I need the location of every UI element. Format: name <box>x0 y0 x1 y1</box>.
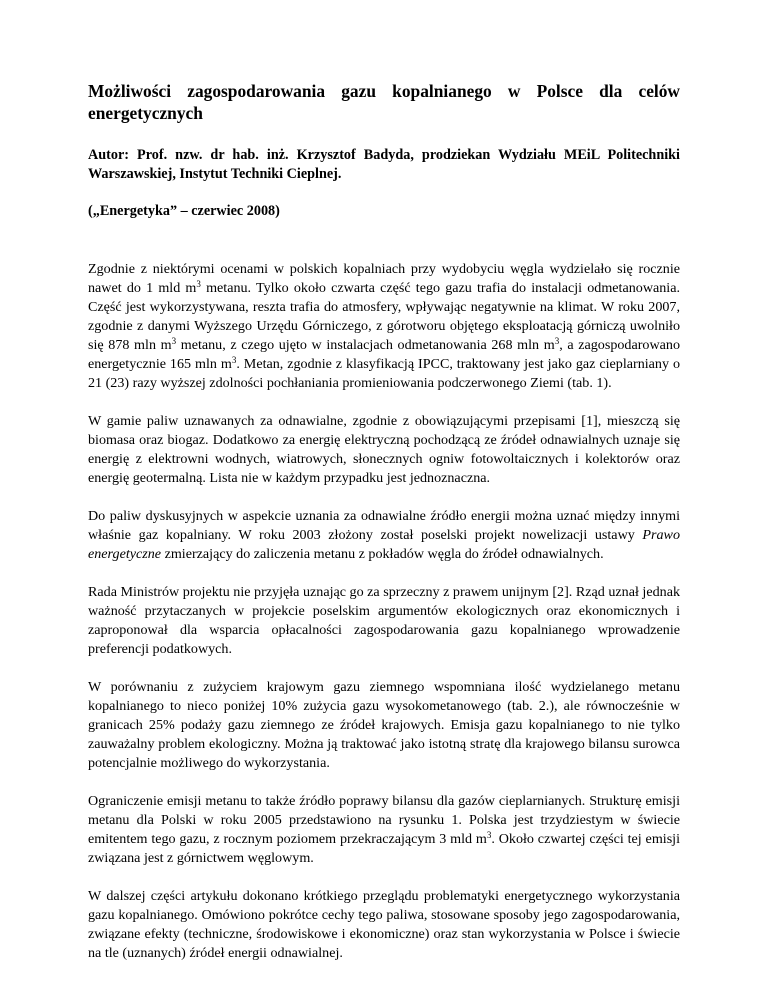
superscript-3: 3 <box>171 336 177 346</box>
paragraph-1-text-e: . Metan, zgodnie z klasyfikacją IPCC, traktowany jest jako gaz cieplarniany o 21 (23) razy wyższej zdolności pochłaniania promieniowania podczerwonego Ziemi (tab. 1). <box>88 356 680 391</box>
paragraph-6 <box>88 792 680 868</box>
paragraph-6-text-b: . Około czwartej części tej emisji związana jest z górnictwem węglowym. <box>88 831 681 866</box>
paragraph-1-text-a: Zgodnie z niektórymi ocenami w polskich kopalniach przy wydobyciu węgla wydzielało się rocznie nawet do 1 mld m <box>88 261 680 296</box>
paragraph-1-text-d: , a zagospodarowano energetycznie 165 mln m <box>88 337 680 372</box>
superscript-3: 3 <box>196 279 201 289</box>
paragraph-4: Rada Ministrów projektu nie przyjęła uznając go za sprzeczny z prawem unijnym [2]. Rząd uznał jednak ważność przytaczanych w projekcie poselskim argumentów ekologicznych oraz ekonomicznych i zaproponował dla wsparcia opłacalności zagospodarowania gazu kopalnianego wprowadzenie preferencji podatkowych. <box>88 584 680 657</box>
author-line: Autor: Prof. nzw. dr hab. inż. Krzysztof Badyda, prodziekan Wydziału MEiL Politechniki Warszawskiej, Instytut Techniki Cieplnej. <box>88 147 680 182</box>
paragraph-3-text-b: zmierzający do zaliczenia metanu z pokładów węgla do źródeł odnawialnych. <box>161 546 604 562</box>
superscript-3: 3 <box>231 355 237 365</box>
source-note: („Energetyka” – czerwiec 2008) <box>88 203 280 219</box>
superscript-3: 3 <box>554 336 560 346</box>
law-title: Prawo energetyczne <box>88 527 680 562</box>
document-title: Możliwości zagospodarowania gazu kopalnianego w Polsce dla celów energetycznych <box>88 81 680 123</box>
paragraph-1-text-c: metanu, z czego ujęto w instalacjach odmetanowania 268 mln m <box>176 337 555 353</box>
paragraph-7: W dalszej części artykułu dokonano krótkiego przeglądu problematyki energetycznego wykorzystania gazu kopalnianego. Omówiono pokrótce cechy tego paliwa, stosowane sposoby jego zagospodarowania, związane efekty (techniczne, środowiskowe i ekonomiczne) oraz stan wykorzystania w Polsce i świecie na tle (uznanych) źródeł energii odnawialnej. <box>88 888 680 961</box>
document-page <box>88 80 680 982</box>
paragraph-3-text-a: Do paliw dyskusyjnych w aspekcie uznania za odnawialne źródło energii można uznać między innymi właśnie gaz kopalniany. W roku 2003 złożony został poselski projekt nowelizacji ustawy <box>88 508 680 543</box>
paragraph-1 <box>88 260 680 393</box>
paragraph-5: W porównaniu z zużyciem krajowym gazu ziemnego wspomniana ilość wydzielanego metanu kopalnianego to nieco poniżej 10% zużycia gazu wysokometanowego (tab. 2.), ale równocześnie w granicach 25% podaży gazu ziemnego ze źródeł krajowych. Emisja gazu kopalnianego to nie tylko zauważalny problem ekologiczny. Można ją traktować jako istotną stratę dla krajowego bilansu surowca potencjalnie możliwego do wykorzystania. <box>88 679 680 771</box>
paragraph-3 <box>88 507 680 564</box>
paragraph-2: W gamie paliw uznawanych za odnawialne, zgodnie z obowiązującymi przepisami [1], mieszczą się biomasa oraz biogaz. Dodatkowo za energię elektryczną pochodzącą ze źródeł odnawialnych uznaje się energię z elektrowni wodnych, wiatrowych, słonecznych ogniw fotowoltaicznych i kolektorów oraz energię geotermalną. Lista nie w każdym przypadku jest jednoznaczna. <box>88 413 680 486</box>
paragraph-1-text-b: metanu. Tylko około czwarta część tego gazu trafia do instalacji odmetanowania. Część jest wykorzystywana, reszta trafia do atmosfery, wpływając negatywnie na klimat. W roku 2007, zgodnie z danymi Wyższego Urzędu Górniczego, z górotworu objętego eksploatacją górniczą uwolniło się 878 mln m <box>88 280 680 353</box>
paragraph-6-text-a: Ograniczenie emisji metanu to także źródło poprawy bilansu dla gazów cieplarnianych. Strukturę emisji metanu dla Polski w roku 2005 przedstawiono na rysunku 1. Polska jest trzydziestym w świecie emitentem tego gazu, z rocznym poziomem przekraczającym 3 mld m <box>88 793 680 847</box>
superscript-3: 3 <box>486 830 492 840</box>
